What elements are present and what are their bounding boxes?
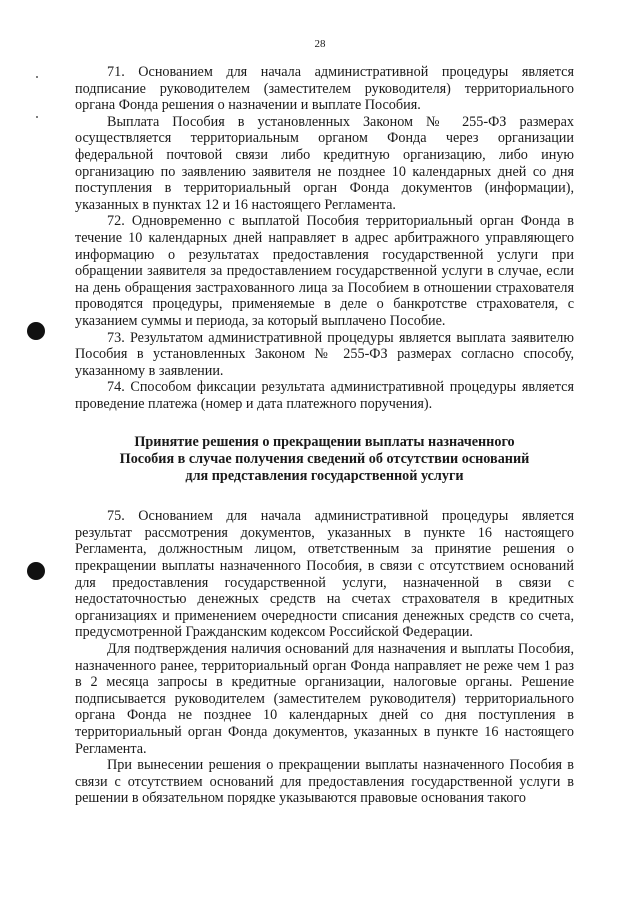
punch-hole	[27, 562, 45, 580]
paragraph-71-payment: Выплата Пособия в установленных Законом № 255-ФЗ размерах осуществляется территориальным органом Фонда через организации федеральной почтовой связи либо кредитную организацию, либо иную организацию по заявлению заявителя не позднее 10 календарных дней со дня поступления в территориальный орган Фонда документов (информации), указанных в пунктах 12 и 16 настоящего Регламента.	[75, 113, 574, 213]
section-heading-line: Принятие решения о прекращении выплаты назначенного	[134, 434, 515, 451]
punch-hole	[27, 322, 45, 340]
page-number: 28	[314, 38, 326, 50]
paragraph-71: 71. Основанием для начала административной процедуры является подписание руководителем (заместителем руководителя) территориального органа Фонда решения о назначении и выплате Пособия.	[75, 64, 574, 114]
document-body	[75, 64, 574, 807]
scan-speck	[36, 76, 38, 78]
section-heading	[75, 434, 574, 484]
section-heading-line: Пособия в случае получения сведений об отсутствии оснований	[119, 451, 530, 468]
paragraph-74: 74. Способом фиксации результата административной процедуры является проведение платежа (номер и дата платежного поручения).	[75, 379, 574, 412]
paragraph-73: 73. Результатом административной процедуры является выплата заявителю Пособия в установленных Законом № 255-ФЗ размерах согласно способу, указанному в заявлении.	[75, 329, 574, 379]
paragraph-75-confirmation: Для подтверждения наличия оснований для назначения и выплаты Пособия, назначенного ранее, территориальный орган Фонда направляет не реже чем 1 раз в 2 месяца запросы в кредитные организации, налоговые органы. Решение подписывается руководителем (заместителем руководителя) территориального органа Фонда не позднее 10 календарных дней со дня поступления в территориальный орган Фонда документов, указанных в пункте 16 настоящего Регламента.	[75, 641, 574, 757]
paragraph-75-decision: При вынесении решения о прекращении выплаты назначенного Пособия в связи с отсутствием оснований для предоставления государственной услуги в решении в обязательном порядке указываются правовые основания такого	[75, 757, 574, 807]
paragraph-72: 72. Одновременно с выплатой Пособия территориальный орган Фонда в течение 10 календарных дней направляет в адрес арбитражного управляющего информацию о результатах предоставления государственной услуги при обращении заявителя за предоставлением государственной услуги в случае, если на день обращения застрахованного лица за Пособием в отношении страхователя проводятся процедуры, применяемые в деле о банкротстве страхователя, с указанием суммы и периода, за который выплачено Пособие.	[75, 213, 574, 329]
paragraph-75: 75. Основанием для начала административной процедуры является результат рассмотрения документов, указанных в пункте 16 настоящего Регламента, должностным лицом, ответственным за принятие решения о прекращении выплаты назначенного Пособия, в связи с отсутствием оснований для предоставления государственной услуги, назначенной в связи с недостаточностью денежных средств на счетах страхователя в кредитных организациях и применением очередности списания денежных средств со счета, предусмотренной Гражданским кодексом Российской Федерации.	[75, 508, 574, 641]
section-heading-line: для представления государственной услуги	[185, 467, 464, 484]
scan-speck	[36, 116, 38, 118]
